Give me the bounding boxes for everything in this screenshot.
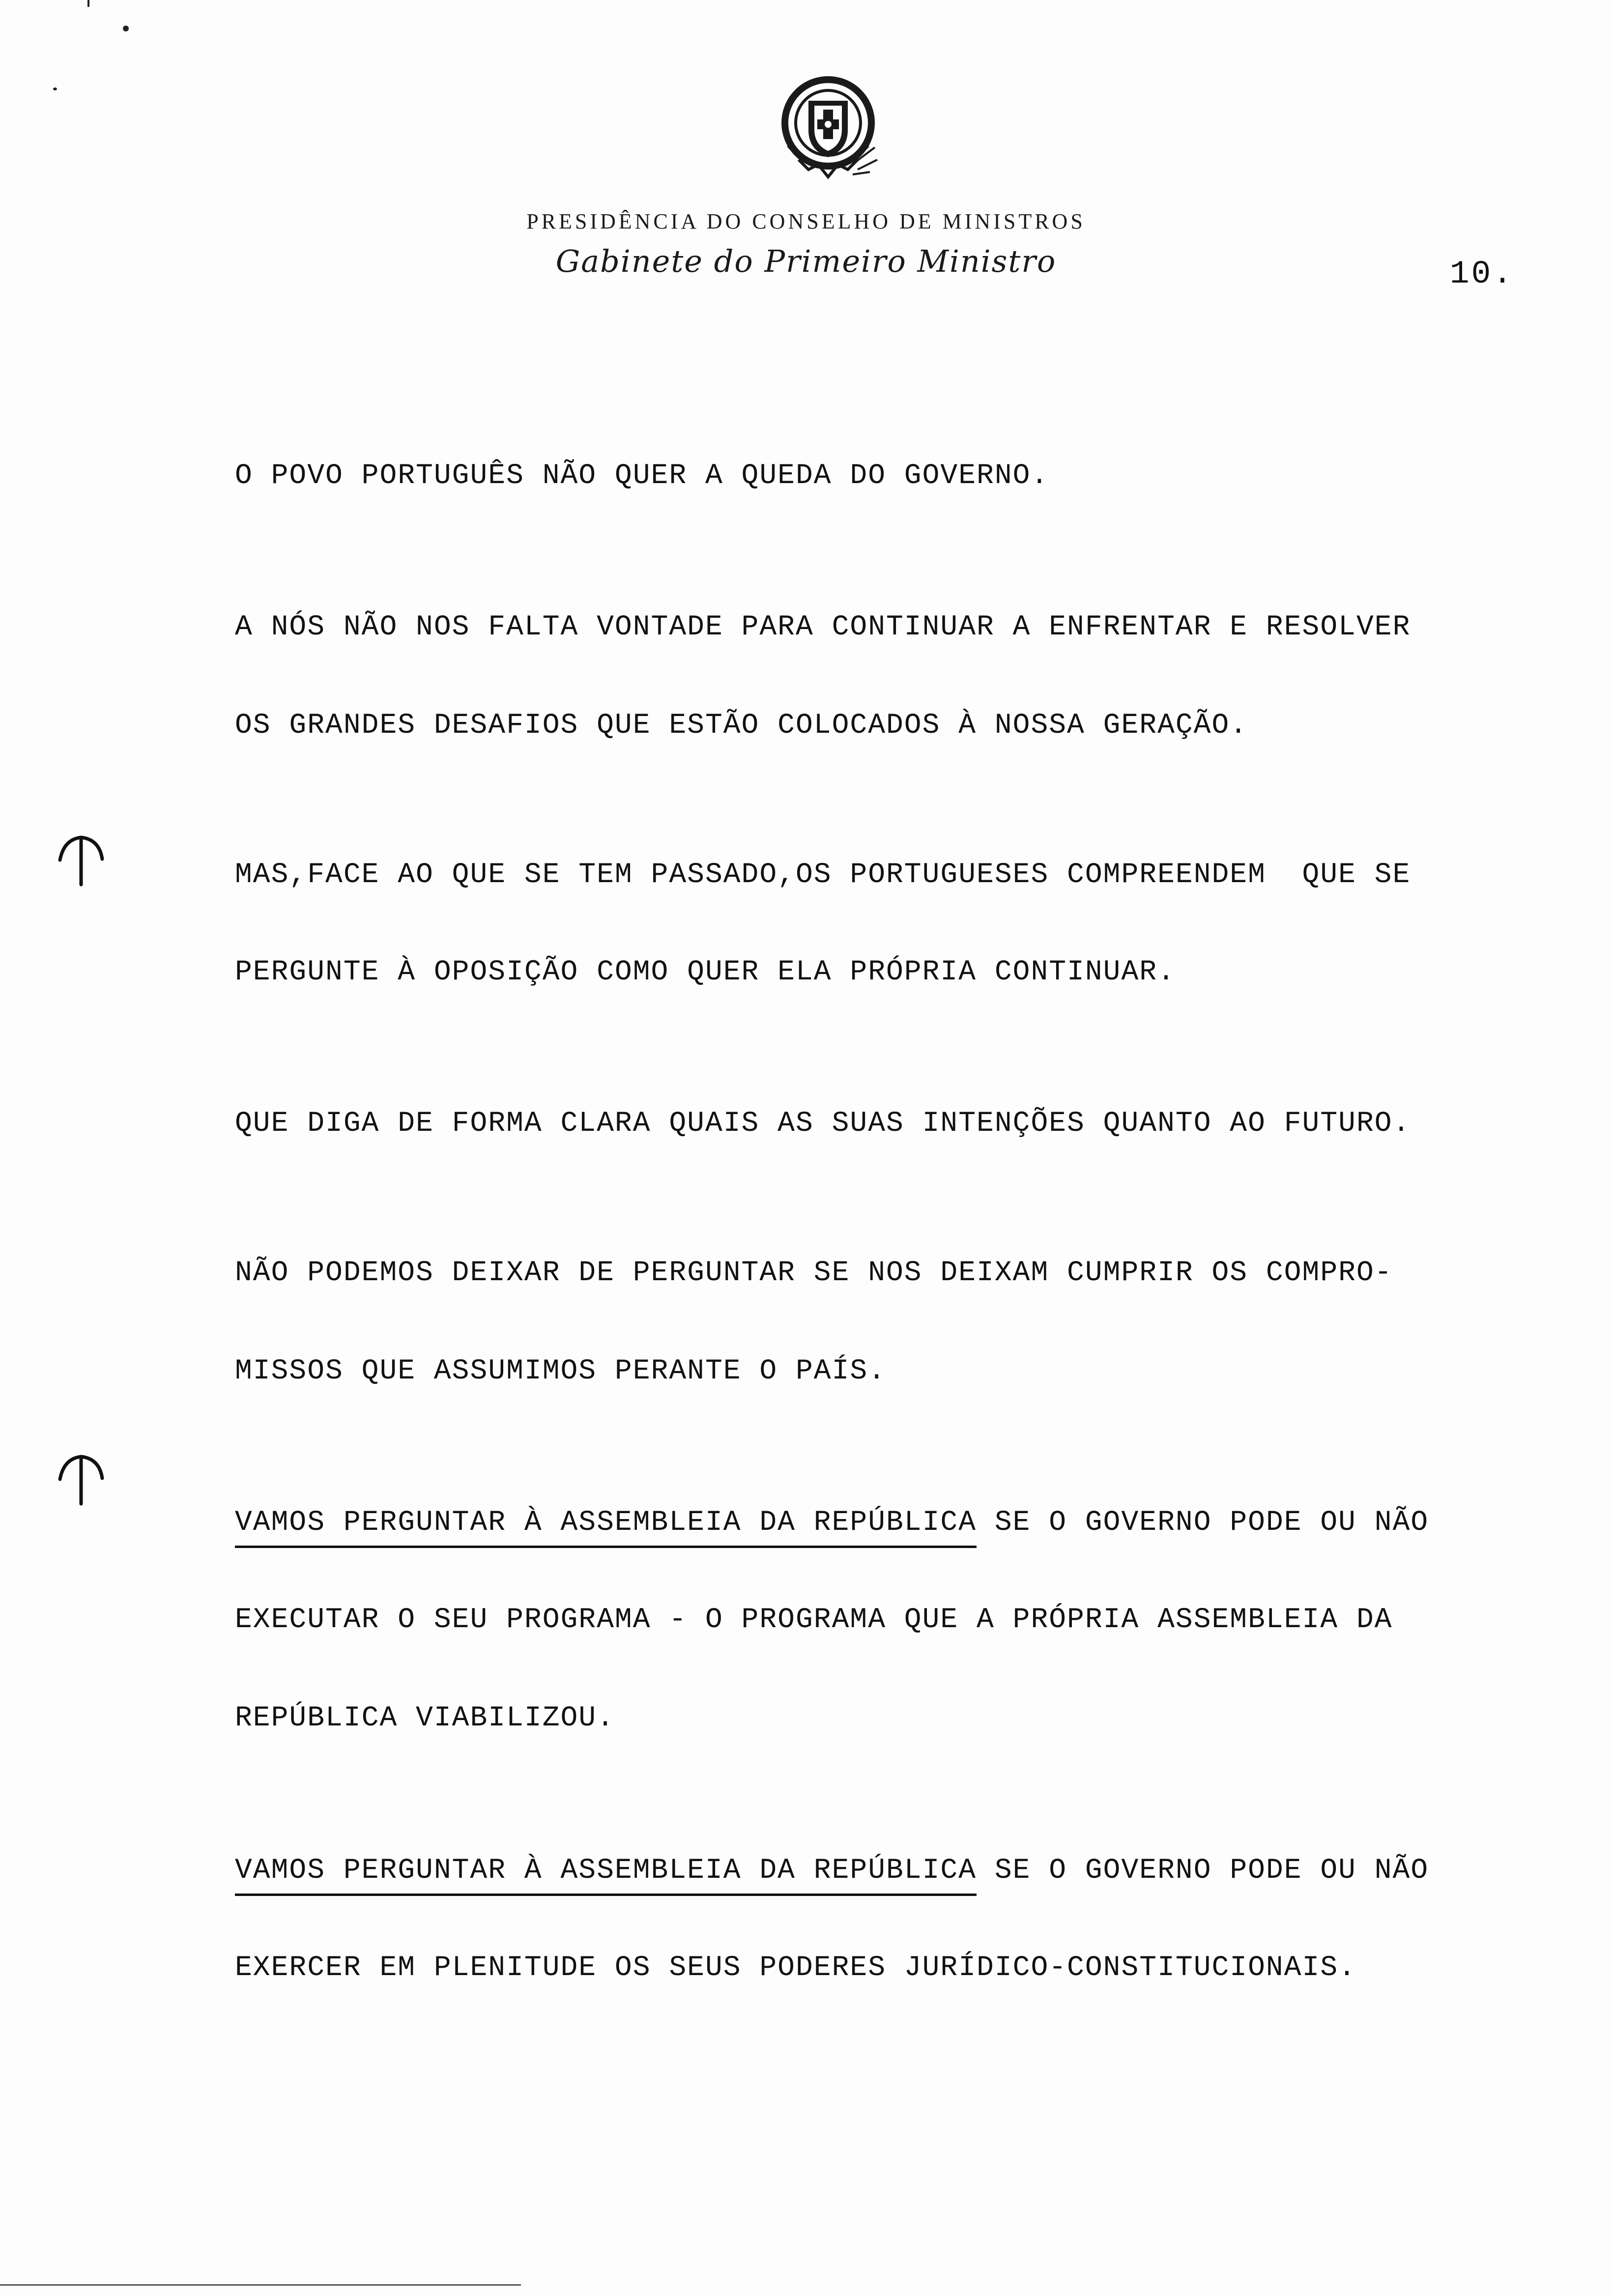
underlined-text-line [235,1857,1429,1885]
office-subunit: Gabinete do Primeiro Ministro [555,243,1057,279]
text-line: EXERCER EM PLENITUDE OS SEUS PODERES JURÍDICO-CONSTITUCIONAIS. [235,1952,1356,1984]
text-line: QUE DIGA DE FORMA CLARA QUAIS AS SUAS INTENÇÕES QUANTO AO FUTURO. [235,1108,1411,1140]
scan-speck [123,26,129,31]
text-line: A NÓS NÃO NOS FALTA VONTADE PARA CONTINUAR A ENFRENTAR E RESOLVER [235,611,1411,643]
text-fragment: SE O GOVERNO PODE OU NÃO [977,1855,1429,1887]
coat-of-arms-icon [769,71,887,194]
office-name: PRESIDÊNCIA DO CONSELHO DE MINISTROS [526,209,1086,233]
scan-speck [53,87,57,90]
scan-speck [87,0,89,7]
page-number: 10. [1450,256,1514,292]
text-line: OS GRANDES DESAFIOS QUE ESTÃO COLOCADOS À NOSSA GERAÇÃO. [235,710,1248,742]
text-line: MAS,FACE AO QUE SE TEM PASSADO,OS PORTUGUESES COMPREENDEM QUE SE [235,859,1411,891]
text-line: O POVO PORTUGUÊS NÃO QUER A QUEDA DO GOVERNO. [235,460,1049,492]
text-fragment: SE O GOVERNO PODE OU NÃO [977,1507,1429,1539]
text-line: REPÚBLICA VIABILIZOU. [235,1702,615,1734]
underlined-text-line [235,1509,1429,1537]
underlined-phrase: VAMOS PERGUNTAR À ASSEMBLEIA DA REPÚBLICA [235,1507,977,1548]
text-line: MISSOS QUE ASSUMIMOS PERANTE O PAÍS. [235,1355,887,1387]
paragraph-mark-icon [54,1450,108,1509]
paragraph-mark-icon [54,831,108,890]
underlined-phrase: VAMOS PERGUNTAR À ASSEMBLEIA DA REPÚBLICA [235,1855,977,1896]
text-line: NÃO PODEMOS DEIXAR DE PERGUNTAR SE NOS DEIXAM CUMPRIR OS COMPRO- [235,1257,1393,1289]
footer-rule [0,2284,521,2286]
text-line: PERGUNTE À OPOSIÇÃO COMO QUER ELA PRÓPRIA CONTINUAR. [235,956,1176,988]
text-line: EXECUTAR O SEU PROGRAMA - O PROGRAMA QUE A PRÓPRIA ASSEMBLEIA DA [235,1604,1393,1636]
